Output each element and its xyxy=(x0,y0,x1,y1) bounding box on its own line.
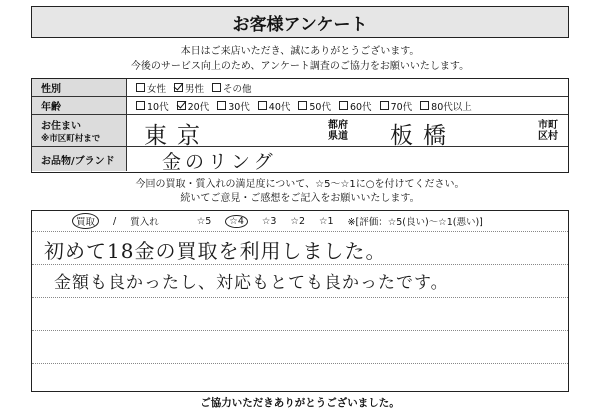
checkbox-icon[interactable] xyxy=(380,101,389,110)
ruled-line xyxy=(32,264,568,265)
pref-suffix-line: 県道 xyxy=(328,131,348,142)
ruled-line xyxy=(32,363,568,364)
city-value[interactable]: 板橋 xyxy=(390,123,456,149)
checkbox-icon[interactable] xyxy=(174,83,183,92)
ruled-line xyxy=(32,330,568,331)
review-line-1[interactable]: 初めて18金の買取を利用しました。 xyxy=(44,239,387,263)
survey-title-box xyxy=(31,6,569,38)
age-label: 年齢 xyxy=(32,97,127,114)
checkbox-icon[interactable] xyxy=(217,101,226,110)
address-label-cell xyxy=(32,115,127,146)
age-option[interactable] xyxy=(339,99,372,113)
age-option-label: 60代 xyxy=(349,101,372,113)
ruled-line xyxy=(32,297,568,298)
city-suffix-line: 区村 xyxy=(538,131,558,142)
intro-line: 本日はご来店いただき、誠にありがとうございます。 xyxy=(180,46,420,57)
age-option[interactable] xyxy=(136,99,169,113)
ruled-line xyxy=(32,231,568,232)
review-header xyxy=(32,211,568,231)
checkbox-icon[interactable] xyxy=(212,83,221,92)
age-option[interactable] xyxy=(420,99,472,113)
age-option[interactable] xyxy=(177,99,210,113)
type-separator: / xyxy=(113,215,117,227)
age-option[interactable] xyxy=(258,99,291,113)
age-option-label: 40代 xyxy=(268,101,291,113)
gender-option-label: 女性 xyxy=(147,83,167,95)
prefecture-value[interactable]: 東京 xyxy=(144,123,210,149)
checkbox-icon[interactable] xyxy=(420,101,429,110)
checkbox-icon[interactable] xyxy=(258,101,267,110)
age-option-label: 20代 xyxy=(187,101,210,113)
gender-option[interactable] xyxy=(212,81,252,95)
gender-option-label: その他 xyxy=(223,83,252,95)
product-value[interactable]: 金のリング xyxy=(162,151,277,173)
star-4[interactable]: ☆4 xyxy=(225,215,248,228)
thank-you-footer: ご協力いただきありがとうございました。 xyxy=(200,397,400,409)
city-suffix-line: 市町 xyxy=(538,120,558,131)
age-option-label: 30代 xyxy=(228,101,250,113)
checkbox-icon[interactable] xyxy=(177,101,186,110)
age-option[interactable] xyxy=(298,99,331,113)
checkbox-icon[interactable] xyxy=(298,101,307,110)
gender-options xyxy=(136,79,252,96)
age-options xyxy=(136,97,472,114)
checkbox-icon[interactable] xyxy=(339,101,348,110)
star-3[interactable]: ☆3 xyxy=(261,215,277,227)
address-sublabel: ※市区町村まで xyxy=(41,134,101,144)
intro-text xyxy=(0,44,600,74)
rating-note-line: 続いてご意見・ご感想をご記入をお願いいたします。 xyxy=(180,193,420,204)
product-row xyxy=(32,147,568,171)
review-box xyxy=(31,210,569,392)
gender-label: 性別 xyxy=(32,79,127,96)
review-line-2[interactable]: 金額も良かったし、対応もとても良かったです。 xyxy=(54,273,449,293)
type-buy[interactable]: 買取 xyxy=(72,213,99,229)
survey-title: お客様アンケート xyxy=(232,14,368,35)
intro-line: 今後のサービス向上のため、アンケート調査のご協力をお願いいたします。 xyxy=(130,61,470,72)
checkbox-icon[interactable] xyxy=(136,83,145,92)
checkbox-icon[interactable] xyxy=(136,101,145,110)
age-option-label: 50代 xyxy=(309,101,331,113)
rating-note-line: 今回の買取・質入れの満足度について、☆5～☆1に○を付けてください。 xyxy=(135,179,465,190)
age-row xyxy=(32,97,568,115)
customer-info-form xyxy=(31,78,569,173)
gender-option[interactable] xyxy=(136,81,166,95)
age-option[interactable] xyxy=(217,99,250,113)
prefecture-suffix xyxy=(328,120,348,142)
gender-option[interactable] xyxy=(174,81,204,95)
address-row xyxy=(32,115,568,147)
age-option-label: 80代以上 xyxy=(431,101,472,113)
age-option[interactable] xyxy=(380,99,413,113)
age-option-label: 70代 xyxy=(390,101,413,113)
rating-legend: ※[評価：☆5(良い)～☆1(悪い)] xyxy=(347,217,483,228)
star-1[interactable]: ☆1 xyxy=(318,215,334,227)
city-suffix xyxy=(538,120,558,142)
address-label: お住まい xyxy=(41,121,81,132)
age-option-label: 10代 xyxy=(147,101,169,113)
gender-row xyxy=(32,79,568,97)
star-2[interactable]: ☆2 xyxy=(290,215,305,227)
gender-option-label: 男性 xyxy=(185,83,205,95)
rating-instructions xyxy=(0,178,600,206)
star-5[interactable]: ☆5 xyxy=(196,215,212,227)
product-label: お品物/ブランド xyxy=(32,147,127,171)
pref-suffix-line: 都府 xyxy=(328,120,348,131)
type-pawn[interactable]: 質入れ xyxy=(130,217,159,228)
